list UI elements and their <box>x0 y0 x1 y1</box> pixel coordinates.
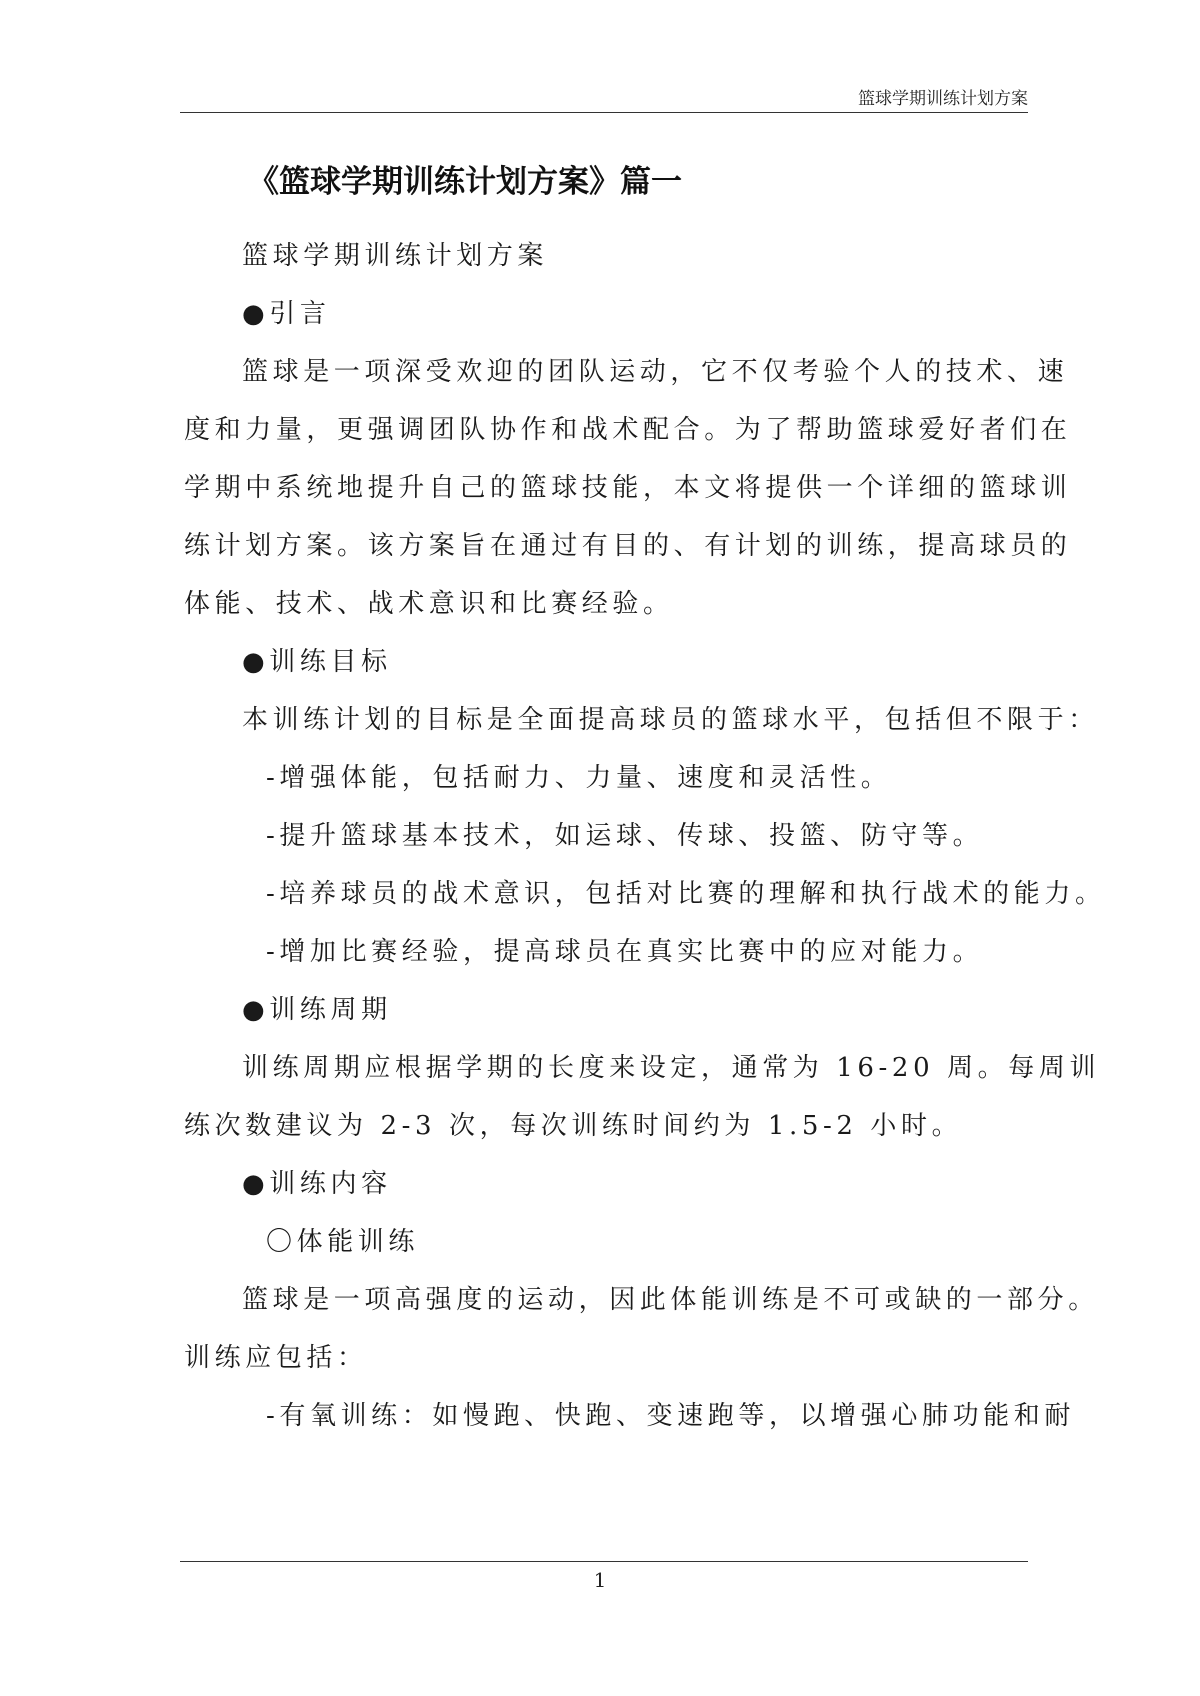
header-rule <box>180 112 1028 113</box>
list-item: -增强体能，包括耐力、力量、速度和灵活性。 <box>266 763 892 793</box>
list-item: -提升篮球基本技术，如运球、传球、投篮、防守等。 <box>266 821 984 851</box>
running-header-title: 篮球学期训练计划方案 <box>858 89 1028 109</box>
subsection-heading-fitness: 〇体能训练 <box>266 1227 420 1257</box>
subtitle-line: 篮球学期训练计划方案 <box>242 241 549 271</box>
paragraph-line: 本训练计划的目标是全面提高球员的篮球水平，包括但不限于： <box>242 705 1099 735</box>
footer-rule <box>180 1561 1028 1562</box>
page-number: 1 <box>593 1568 607 1592</box>
section-heading-cycle: ●训练周期 <box>242 995 392 1025</box>
paragraph-line: 篮球是一项深受欢迎的团队运动，它不仅考验个人的技术、速 <box>242 357 1069 387</box>
paragraph-line: 篮球是一项高强度的运动，因此体能训练是不可或缺的一部分。 <box>242 1285 1099 1315</box>
section-heading-goals: ●训练目标 <box>242 647 392 677</box>
list-item: -培养球员的战术意识，包括对比赛的理解和执行战术的能力。 <box>266 879 1106 909</box>
paragraph-line: 训练应包括： <box>184 1343 368 1373</box>
paragraph-line: 练次数建议为 2-3 次，每次训练时间约为 1.5-2 小时。 <box>184 1111 963 1141</box>
document-title: 《篮球学期训练计划方案》篇一 <box>248 164 682 200</box>
paragraph-line: 度和力量，更强调团队协作和战术配合。为了帮助篮球爱好者们在 <box>184 415 1072 445</box>
list-item: -增加比赛经验，提高球员在真实比赛中的应对能力。 <box>266 937 984 967</box>
list-item: -有氧训练：如慢跑、快跑、变速跑等，以增强心肺功能和耐 <box>266 1401 1075 1431</box>
page-header <box>180 84 1028 114</box>
paragraph-line: 学期中系统地提升自己的篮球技能，本文将提供一个详细的篮球训 <box>184 473 1072 503</box>
paragraph-line: 体能、技术、战术意识和比赛经验。 <box>184 589 674 619</box>
section-heading-content: ●训练内容 <box>242 1169 392 1199</box>
paragraph-line: 训练周期应根据学期的长度来设定，通常为 16-20 周。每周训 <box>242 1053 1101 1083</box>
paragraph-line: 练计划方案。该方案旨在通过有目的、有计划的训练，提高球员的 <box>184 531 1072 561</box>
section-heading-intro: ●引言 <box>242 299 331 329</box>
